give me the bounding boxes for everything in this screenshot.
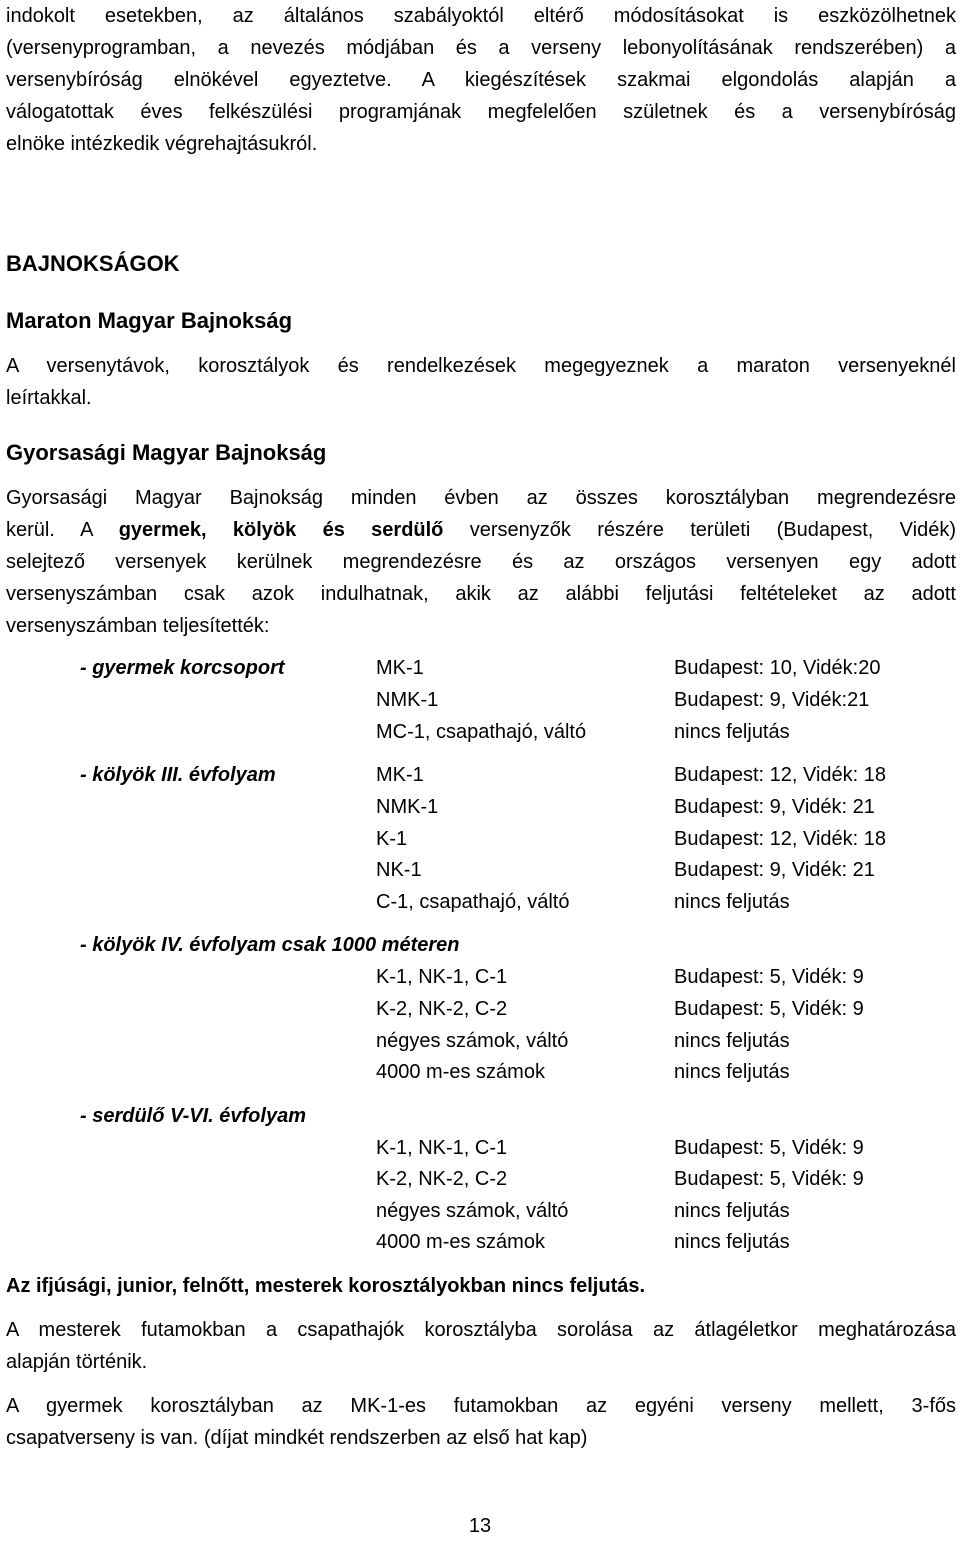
maraton-line: leírtakkal.	[6, 387, 92, 409]
quota: nincs feljutás	[674, 891, 790, 913]
event-name: négyes számok, váltó	[376, 1030, 569, 1052]
event-name: K-2, NK-2, C-2	[376, 998, 508, 1020]
gyorsasagi-line: versenyszámban teljesítették:	[6, 615, 270, 637]
gyorsasagi-line: Gyorsasági Magyar Bajnokság minden évben az összes korosztályban megrendezésre	[6, 487, 956, 509]
quota: Budapest: 12, Vidék: 18	[674, 828, 887, 850]
gyorsasagi-heading: Gyorsasági Magyar Bajnokság	[6, 440, 327, 465]
maraton-heading: Maraton Magyar Bajnokság	[6, 308, 293, 333]
gyorsasagi-line: selejtező versenyek kerülnek megrendezésre és az országos versenyen egy adott	[6, 551, 956, 573]
event-name: NMK-1	[376, 796, 439, 818]
gyorsasagi-line: versenyszámban csak azok indulhatnak, akik az alábbi feljutási feltételeket az adott	[6, 583, 956, 605]
gyorsasagi-line	[6, 514, 956, 546]
event-name: C-1, csapathajó, váltó	[376, 891, 570, 913]
group-label: - kölyök III. évfolyam	[80, 764, 276, 786]
event-name: K-1, NK-1, C-1	[376, 1137, 508, 1159]
quota: nincs feljutás	[674, 1200, 790, 1222]
page-number: 13	[468, 1515, 492, 1537]
quota: nincs feljutás	[674, 721, 790, 743]
intro-line: elnöke intézkedik végrehajtásukról.	[6, 133, 318, 155]
event-name: K-1	[376, 828, 408, 850]
quota: nincs feljutás	[674, 1030, 790, 1052]
children-line: csapatverseny is van. (díjat mindkét rendszerben az első hat kap)	[6, 1427, 588, 1449]
intro-paragraph	[6, 0, 956, 160]
quota: Budapest: 9, Vidék:21	[674, 689, 870, 711]
event-name: MC-1, csapathajó, váltó	[376, 721, 587, 743]
gyorsasagi-paragraph	[6, 482, 956, 642]
event-name: 4000 m-es számok	[376, 1231, 545, 1253]
children-paragraph	[6, 1390, 956, 1454]
gyorsasagi-bold-groups: gyermek, kölyök és serdülő	[118, 519, 444, 541]
intro-line: válogatottak éves felkészülési programjának megfelelően születnek és a versenybíróság	[6, 101, 956, 123]
intro-line: (versenyprogramban, a nevezés módjában és a verseny lebonyolításának rendszerében) a	[6, 37, 956, 59]
quota: nincs feljutás	[674, 1231, 790, 1253]
event-name: NMK-1	[376, 689, 439, 711]
group-label: - gyermek korcsoport	[80, 657, 285, 679]
quota: Budapest: 10, Vidék:20	[674, 657, 881, 679]
group-label: - serdülő V-VI. évfolyam	[80, 1105, 306, 1127]
event-name: MK-1	[376, 764, 424, 786]
section-heading: BAJNOKSÁGOK	[6, 251, 180, 276]
quota: Budapest: 5, Vidék: 9	[674, 1168, 864, 1190]
event-name: MK-1	[376, 657, 424, 679]
intro-line: versenybíróság elnökével egyeztetve. A kiegészítések szakmai elgondolás alapján a	[6, 69, 956, 91]
event-name: K-1, NK-1, C-1	[376, 966, 508, 988]
quota: nincs feljutás	[674, 1061, 790, 1083]
event-name: négyes számok, váltó	[376, 1200, 569, 1222]
quota: Budapest: 5, Vidék: 9	[674, 1137, 864, 1159]
event-name: K-2, NK-2, C-2	[376, 1168, 508, 1190]
masters-paragraph	[6, 1314, 956, 1378]
masters-line: alapján történik.	[6, 1351, 148, 1373]
gyorsasagi-text: versenyzők részére területi (Budapest, Vidék)	[443, 519, 957, 541]
quota: Budapest: 5, Vidék: 9	[674, 998, 864, 1020]
children-line: A gyermek korosztályban az MK-1-es futamokban az egyéni verseny mellett, 3-fős	[6, 1395, 956, 1417]
masters-line: A mesterek futamokban a csapathajók korosztályba sorolása az átlagéletkor meghatározása	[6, 1319, 956, 1341]
event-name: NK-1	[376, 859, 422, 881]
gyorsasagi-text: kerül. A	[6, 519, 119, 541]
group-label: - kölyök IV. évfolyam csak 1000 méteren	[80, 934, 460, 956]
event-name: 4000 m-es számok	[376, 1061, 545, 1083]
maraton-line: A versenytávok, korosztályok és rendelkezések megegyeznek a maraton versenyeknél	[6, 355, 956, 377]
intro-line: indokolt esetekben, az általános szabályoktól eltérő módosításokat is eszközölhetnek	[6, 5, 956, 27]
quota: Budapest: 5, Vidék: 9	[674, 966, 864, 988]
quota: Budapest: 9, Vidék: 21	[674, 796, 875, 818]
maraton-paragraph	[6, 350, 956, 414]
quota: Budapest: 9, Vidék: 21	[674, 859, 875, 881]
quota: Budapest: 12, Vidék: 18	[674, 764, 887, 786]
no-promotion-note: Az ifjúsági, junior, felnőtt, mesterek korosztályokban nincs feljutás.	[6, 1275, 646, 1297]
